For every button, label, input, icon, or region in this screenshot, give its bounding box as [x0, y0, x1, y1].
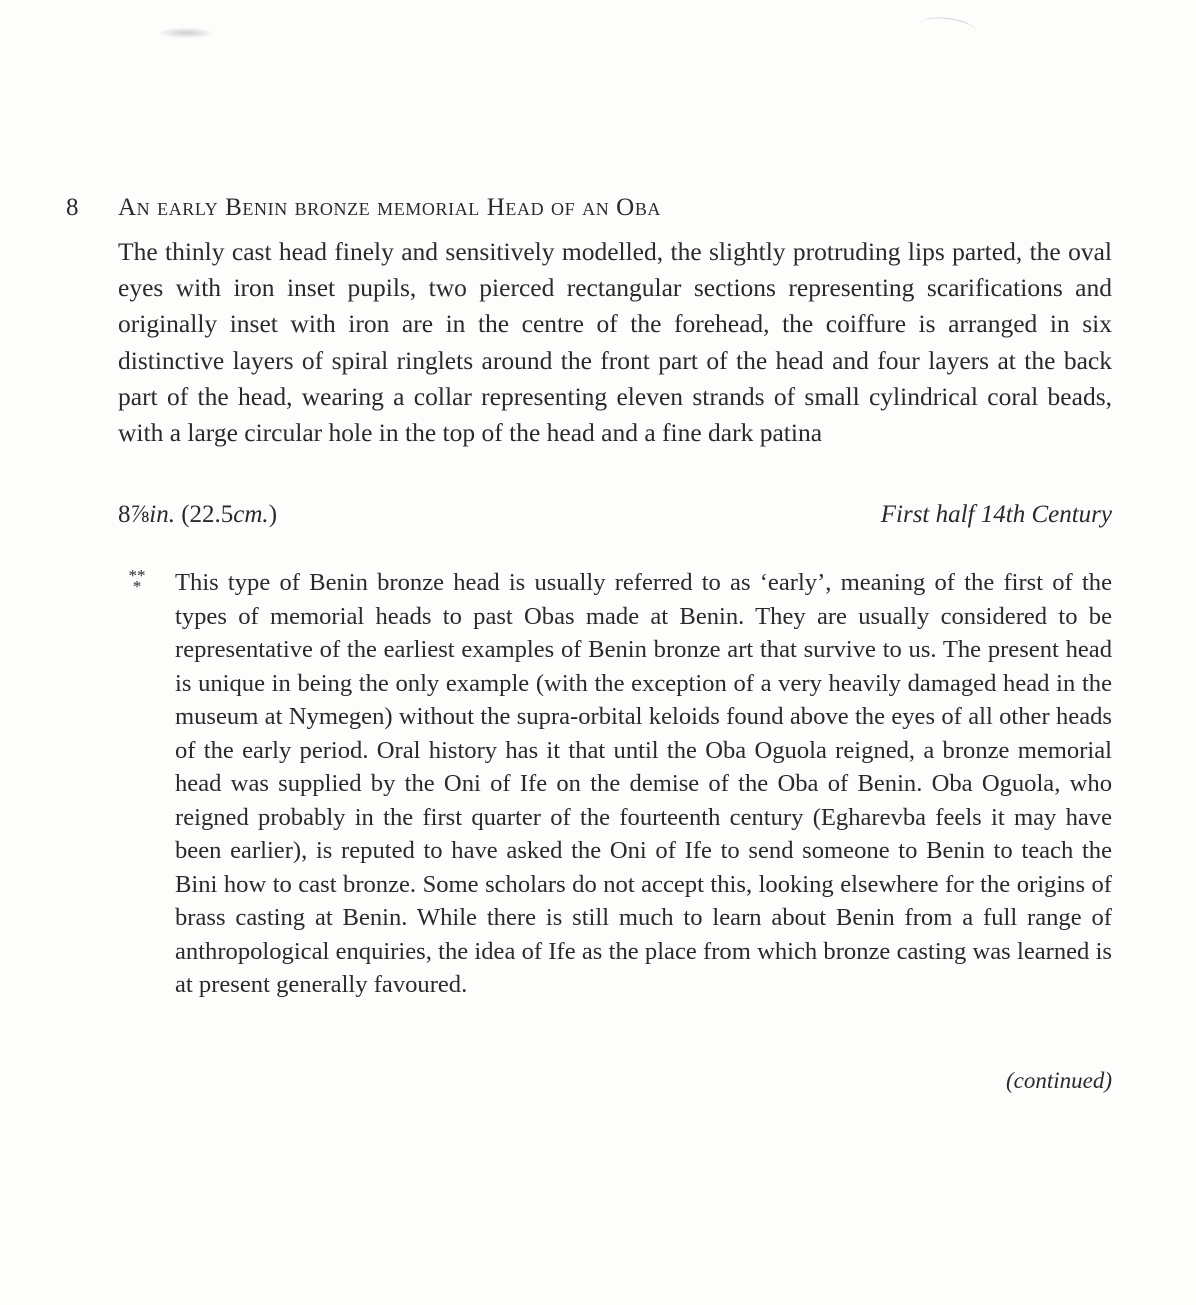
dimensions-inches: 8⅞ — [118, 501, 150, 528]
measurement-row — [118, 497, 1112, 533]
lot-description: The thinly cast head finely and sensitively modelled, the slightly protruding lips parted, the oval eyes with iron inset pupils, two pierced rectangular sections representing scarifications and originally inset with iron are in the centre of the forehead, the coiffure is arranged in six distinctive layers of spiral ringlets around the front part of the head and four layers at the back part of the head, wearing a collar representing eleven strands of small cylindrical coral beads, with a large circular hole in the top of the head and a fine dark patina — [118, 237, 1112, 448]
dimensions-inches-unit: in. — [149, 501, 175, 528]
dimensions-metric: (22.5 — [181, 501, 234, 528]
lot-date: First half 14th Century — [880, 501, 1112, 528]
dimensions — [118, 497, 277, 533]
lot-number: 8 — [66, 194, 79, 221]
catalogue-note: This type of Benin bronze head is usually referred to as ‘early’, meaning of the first of the types of memorial heads to past Obas made at Benin. They are usually considered to be representative of the earliest examples of Benin bronze art that survive to us. The present head is unique in being the only example (with the exception of a very heavily damaged head in the museum at Nymegen) without the supra-orbital keloids found above the eyes of all other heads of the early period. Oral history has it that until the Oba Oguola reigned, a bronze memorial head was supplied by the Oni of Ife on the demise of the Oba of Benin. Oba Oguola, who reigned probably in the first quarter of the fourteenth century (Egharevba feels it may have been earlier), is reputed to have asked the Oni of Ife to send someone to Benin to teach the Bini how to cast bronze. Some scholars do not accept this, looking elsewhere for the origins of brass casting at Benin. While there is still much to learn about Benin from a full range of anthropological enquiries, the idea of Ife as the place from which bronze casting was learned is at present generally favoured. — [175, 569, 1112, 998]
continued-label: (continued) — [1005, 1068, 1112, 1093]
note-asterisks: ** * — [128, 566, 146, 596]
dimensions-metric-unit: cm. — [233, 501, 269, 528]
lot-title: An early Benin bronze memorial Head of an Oba — [118, 194, 662, 221]
dimensions-metric-close: ) — [268, 501, 278, 528]
